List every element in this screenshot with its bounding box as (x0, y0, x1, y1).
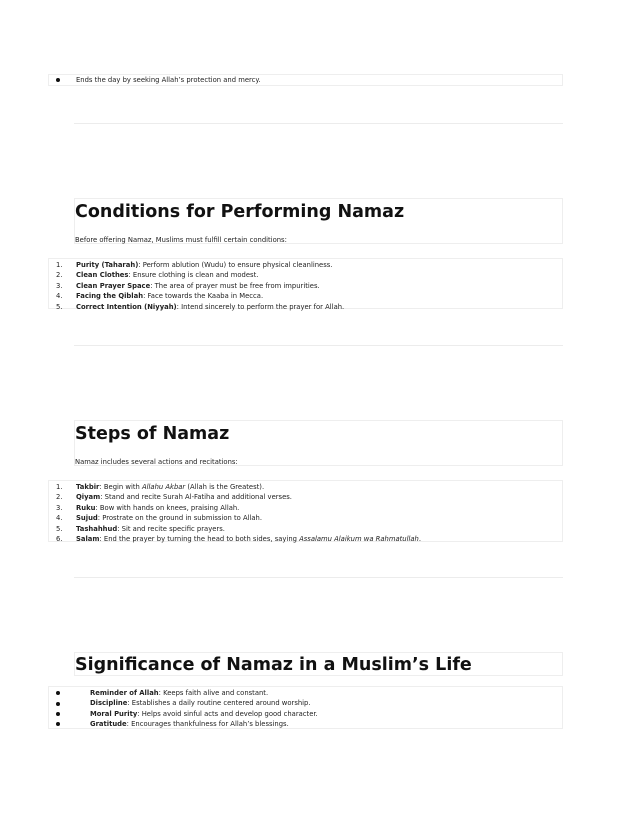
list-item (49, 492, 562, 502)
condition-term: Facing the Qiblah (76, 292, 144, 301)
step-term: Salam (76, 534, 100, 543)
step-term: Sujud (76, 514, 98, 523)
step-desc: : End the prayer by turning the head to both sides, saying (99, 534, 300, 543)
bullet-icon (56, 702, 60, 706)
condition-term: Correct Intention (Niyyah) (76, 302, 177, 311)
list-item (49, 524, 562, 534)
conditions-header-block (74, 198, 563, 244)
step-term: Takbir (76, 483, 100, 491)
section-divider (74, 123, 563, 124)
significance-term: Moral Purity (90, 709, 138, 718)
significance-desc: : Encourages thankfulness for Allah’s blessings. (126, 720, 289, 729)
steps-intro: Namaz includes several actions and recitations: (75, 458, 238, 466)
bullet-icon (56, 712, 60, 716)
conditions-heading: Conditions for Performing Namaz (75, 202, 405, 222)
significance-list (49, 688, 562, 730)
conditions-intro: Before offering Namaz, Muslims must fulfill certain conditions: (75, 236, 287, 244)
step-term: Qiyam (76, 493, 101, 502)
list-number: 4. (56, 292, 63, 301)
list-item (49, 482, 562, 492)
list-number: 3. (56, 503, 63, 512)
significance-desc: : Helps avoid sinful acts and develop good character. (137, 709, 318, 718)
significance-list-block (48, 686, 563, 729)
step-italic: Assalamu Alaikum wa Rahmatullah (299, 534, 419, 543)
significance-desc: : Keeps faith alive and constant. (158, 689, 269, 697)
condition-term: Clean Prayer Space (76, 281, 151, 290)
step-desc-end: (Allah is the Greatest). (185, 483, 265, 491)
condition-desc: : Intend sincerely to perform the prayer for Allah. (176, 302, 345, 311)
list-number: 2. (56, 271, 63, 280)
significance-term: Gratitude (90, 720, 127, 729)
list-number: 1. (56, 483, 63, 491)
list-item (49, 260, 562, 270)
list-item (49, 709, 562, 719)
top-list (49, 75, 562, 85)
step-desc-end: . (418, 534, 422, 543)
steps-heading: Steps of Namaz (75, 424, 230, 444)
step-desc: : Prostrate on the ground in submission to Allah. (97, 514, 263, 523)
significance-desc: : Establishes a daily routine centered around worship. (127, 699, 311, 708)
bullet-icon (56, 691, 60, 695)
step-desc: : Stand and recite Surah Al-Fatiha and additional verses. (100, 493, 292, 502)
list-item (49, 75, 562, 85)
step-desc: : Bow with hands on knees, praising Allah. (95, 503, 240, 512)
condition-desc: : The area of prayer must be free from impurities. (150, 281, 320, 290)
list-item (49, 534, 562, 544)
section-divider (74, 577, 563, 578)
list-item (49, 688, 562, 698)
condition-desc: : Perform ablution (Wudu) to ensure physical cleanliness. (138, 261, 333, 269)
list-item (49, 719, 562, 729)
list-number: 2. (56, 493, 63, 502)
list-number: 1. (56, 261, 63, 269)
condition-desc: : Ensure clothing is clean and modest. (128, 271, 259, 280)
list-number: 3. (56, 281, 63, 290)
top-bullet-list (48, 74, 563, 86)
conditions-list (49, 260, 562, 312)
list-item (49, 270, 562, 280)
bullet-icon (56, 78, 60, 82)
conditions-list-block (48, 258, 563, 309)
list-item-text: Ends the day by seeking Allah’s protection and mercy. (76, 76, 261, 84)
significance-term: Reminder of Allah (90, 689, 159, 697)
list-item (49, 291, 562, 301)
significance-header-block (74, 652, 563, 676)
list-item (49, 503, 562, 513)
list-item (49, 302, 562, 312)
list-item (49, 513, 562, 523)
step-term: Ruku (76, 503, 96, 512)
step-desc: : Begin with (99, 483, 142, 491)
significance-heading: Significance of Namaz in a Muslim’s Life (75, 655, 472, 675)
condition-term: Purity (Taharah) (76, 261, 139, 269)
list-item (49, 698, 562, 708)
list-number: 4. (56, 514, 63, 523)
steps-list (49, 482, 562, 544)
bullet-icon (56, 722, 60, 726)
section-divider (74, 345, 563, 346)
condition-desc: : Face towards the Kaaba in Mecca. (143, 292, 264, 301)
list-number: 6. (56, 534, 63, 543)
steps-header-block (74, 420, 563, 466)
steps-list-block (48, 480, 563, 542)
list-number: 5. (56, 302, 63, 311)
list-item (49, 281, 562, 291)
step-italic: Allahu Akbar (141, 483, 186, 491)
condition-term: Clean Clothes (76, 271, 129, 280)
significance-term: Discipline (90, 699, 128, 708)
step-desc: : Sit and recite specific prayers. (117, 524, 225, 533)
step-term: Tashahhud (76, 524, 118, 533)
list-number: 5. (56, 524, 63, 533)
